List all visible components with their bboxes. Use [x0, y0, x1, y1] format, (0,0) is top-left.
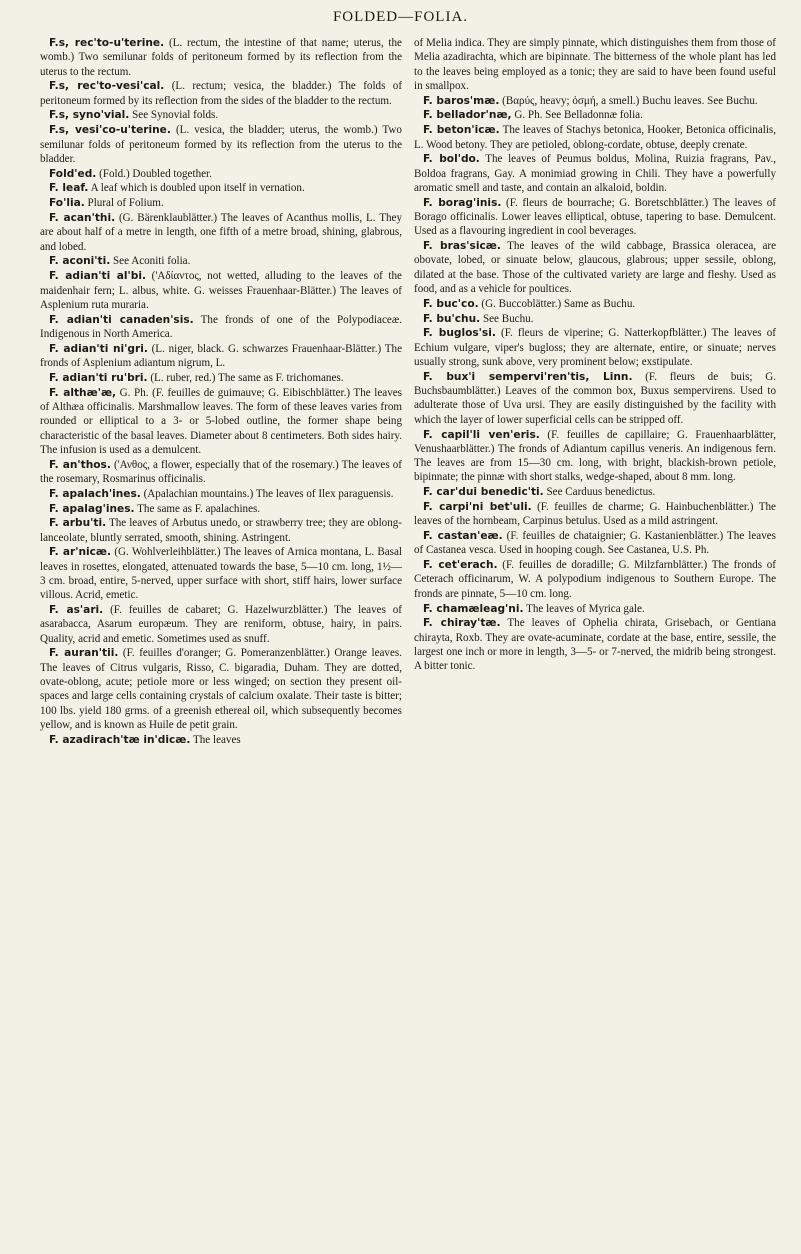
entry-definition: The leaves	[192, 733, 241, 746]
dictionary-entry	[40, 211, 402, 254]
entry-definition: of Melia indica. They are simply pinnate, which distinguishes them from those of Melia azadirachta, which are bipinnate. The bitterness of the whole plant has led to the leaves being employed as a tonic; they are said to have been found useful in smallpox.	[414, 37, 776, 92]
dictionary-entry	[40, 342, 402, 371]
entry-headword: F. buc'co.	[423, 297, 479, 310]
entry-headword: F. buglos'si.	[423, 327, 496, 340]
entry-headword: F. ar'nicæ.	[49, 546, 112, 559]
entry-definition: The leaves of the wild cabbage, Brassica oleracea, are obovate, lobed, or sinuate below, glaucous, glabrous; upper sessile, oblong, dilated at the base. Those of the cultivated variety are large and fleshy. Used as food, and as a vehicle for poultices.	[414, 240, 776, 296]
dictionary-entry	[40, 386, 402, 457]
entry-headword: F.s, rec'to-u'terine.	[49, 37, 165, 49]
dictionary-entry	[414, 94, 776, 108]
dictionary-entry	[40, 123, 402, 166]
entry-headword: F. adian'ti ni'gri.	[49, 342, 148, 355]
dictionary-entry	[40, 516, 402, 545]
entry-definition: (L. niger, black. G. schwarzes Frauenhaar-Blätter.) The fronds of Asplenium adiantum nigrum, L.	[40, 342, 402, 370]
dictionary-entry	[40, 181, 402, 195]
entry-headword: F. baros'mæ.	[423, 94, 500, 107]
dictionary-entry	[414, 312, 776, 326]
entry-definition: (L. vesica, the bladder; uterus, the womb.) Two semilunar folds of peritoneum formed by its reflection from the uterus to the bladder.	[40, 124, 402, 165]
entry-headword: F. adian'ti canaden'sis.	[49, 313, 194, 326]
running-header: FOLDED—FOLIA.	[332, 9, 469, 25]
dictionary-entry	[414, 529, 776, 558]
entry-definition: (F. fleurs de bourrache; G. Boretschblätter.) The leaves of Borago officinalis. Lower leaves elliptical, obtuse, tapering to base. Demulcent. Used as a flavouring ingredient in cool beverages.	[414, 196, 776, 238]
dictionary-entry	[414, 123, 776, 152]
dictionary-entry	[414, 428, 776, 485]
dictionary-entry	[414, 558, 776, 601]
entry-definition: The leaves of Arbutus unedo, or strawberry tree; they are oblong-lanceolate, bluntly serrated, smooth, shining. Astringent.	[40, 517, 402, 544]
entry-definition: (L. rectum; vesica, the bladder.) The folds of peritoneum formed by its reflection from the sides of the bladder to the rectum.	[40, 80, 402, 107]
entry-definition: (F. feuilles de capillaire; G. Frauenhaarblätter, Venushaarblätter.) The fronds of Adiantum capillus veneris. An indigenous fern. The leaves are from 15—30 cm. long, with bright, blackish-brown petiole, bipinnate; the pinnæ with short stalks, wedge-shaped, about 8 mm. long.	[414, 428, 776, 484]
dictionary-entry	[40, 108, 402, 122]
entry-definition: (G. Buccoblätter.) Same as Buchu.	[481, 297, 636, 310]
entry-headword: F.s, syno'vial.	[49, 109, 130, 122]
entry-headword: F. chiray'tæ.	[423, 617, 501, 630]
entry-headword: F. leaf.	[49, 182, 89, 195]
dictionary-entry	[40, 646, 402, 732]
entry-headword: F. adian'ti ru'bri.	[49, 371, 148, 384]
entry-headword: F. althæ'æ,	[49, 386, 117, 399]
entry-definition: (F. feuilles de charme; G. Hainbuchenblätter.) The leaves of the hornbeam, Carpinus betulus. Used as a mild astringent.	[414, 501, 776, 528]
entry-headword: F. an'thos.	[49, 458, 111, 471]
dictionary-entry	[40, 36, 402, 79]
dictionary-entry	[414, 36, 776, 93]
entry-definition: The fronds of one of the Polypodiaceæ. Indigenous in North America.	[40, 313, 402, 340]
entry-headword: F. azadirach'tæ in'dicæ.	[49, 733, 191, 746]
left-column	[40, 36, 402, 1244]
entry-headword: F. bu'chu.	[423, 312, 481, 325]
dictionary-entry	[414, 616, 776, 673]
dictionary-entry	[40, 269, 402, 312]
dictionary-entry	[40, 196, 402, 210]
dictionary-entry	[40, 371, 402, 385]
entry-headword: F. acan'thi.	[49, 212, 116, 225]
entry-definition: (Βαρύς, heavy; ὀσμή, a smell.) Buchu leaves. See Buchu.	[502, 94, 758, 107]
entry-headword: F. capil'li ven'eris.	[423, 428, 540, 441]
dictionary-entry	[40, 458, 402, 487]
dictionary-entry	[414, 196, 776, 239]
entry-definition: (L. ruber, red.) The same as F. trichomanes.	[150, 371, 344, 384]
dictionary-entry	[414, 239, 776, 296]
entry-definition: The leaves of Stachys betonica, Hooker, Betonica officinalis, L. Wood betony. They are petioled, oblong-cordate, obtuse, deeply crenate.	[414, 124, 776, 151]
entry-headword: F. bras'sicæ.	[423, 240, 501, 253]
dictionary-entry	[40, 79, 402, 108]
dictionary-entry	[414, 485, 776, 499]
dictionary-entry	[40, 254, 402, 268]
entry-headword: F. carpi'ni bet'uli.	[423, 501, 532, 513]
dictionary-entry	[414, 152, 776, 195]
entry-definition: The same as F. apalachines.	[137, 502, 261, 515]
entry-definition: (G. Bärenklaublätter.) The leaves of Acanthus mollis, L. They are about half of a metre in length, one fifth of a metre broad, shining, glabrous, and lobed.	[40, 212, 402, 253]
dictionary-entry	[40, 313, 402, 342]
entry-definition: (F. fleurs de viperine; G. Natterkopfblätter.) The leaves of Echium vulgare, viper's bugloss; they are alternate, entire, or sinuate; nerves usually strong, sunk above, very prominent below; exstipulate.	[414, 327, 776, 369]
dictionary-entry	[40, 603, 402, 646]
entry-definition: (L. rectum, the intestine of that name; uterus, the womb.) Two semilunar folds of peritoneum formed by its reflection from the uterus to the rectum.	[40, 37, 402, 78]
entry-definition: (F. feuilles de chataignier; G. Kastanienblätter.) The leaves of Castanea vesca. Used in hooping cough. See Castanea, U.S. Ph.	[414, 530, 776, 557]
dictionary-entry	[414, 370, 776, 427]
dictionary-entry	[414, 326, 776, 369]
dictionary-entry	[414, 108, 776, 122]
entry-headword: F. beton'icæ.	[423, 124, 500, 137]
entry-definition: (F. feuilles de cabaret; G. Hazelwurzblätter.) The leaves of asarabacca, Asarum europæum. They are reniform, obtuse, hairy, in pairs. Quality, acrid and emetic. Sometimes used as snuff.	[40, 604, 402, 645]
entry-headword: F. castan'eæ.	[423, 530, 503, 543]
entry-headword: F. apalag'ines.	[49, 502, 135, 515]
dictionary-entry	[40, 167, 402, 181]
entry-definition: (G. Wohlverleihblätter.) The leaves of Arnica montana, L. Basal leaves in rosettes, elongated, attenuated towards the base, 5—10 cm. long, 1½—3 cm. broad, entire, 5-nerved, upper surface with short, stiff hairs, lower surface villous. Acrid, emetic.	[40, 546, 402, 602]
entry-headword: F. as'ari.	[49, 604, 104, 617]
entry-definition: The leaves of Ophelia chirata, Grisebach, or Gentiana chirayta, Roxb. They are ovate-acuminate, cordate at the base, entire, sessile, the largest one inch or more in length, 3—5- or 7-nerved, the midrib being strongest. A bitter tonic.	[414, 617, 776, 673]
entry-definition: (F. fleurs de buis; G. Buchsbaumblätter.) Leaves of the common box, Buxus sempervirens. Used to adulterate those of Uva ursi. They are easily distinguished by the facility with which the layer of lower superficial cells can be stripped off.	[414, 370, 776, 426]
entry-headword: F. chamæleag'ni.	[423, 602, 524, 615]
dictionary-entry	[414, 500, 776, 529]
entry-definition: See Synovial folds.	[132, 109, 219, 122]
entry-headword: F. adian'ti al'bi.	[49, 270, 147, 283]
entry-definition: Plural of Folium.	[87, 197, 164, 210]
entry-headword: F. borag'inis.	[423, 196, 502, 209]
entry-definition: G. Ph. See Belladonnæ folia.	[514, 109, 643, 122]
entry-definition: The leaves of Peumus boldus, Molina, Ruizia fragrans, Pav., Boldoa fragrans, Gay. A monimiad growing in Chili. They have a powerfully aromatic smell and taste, and contain an alkaloid, boldin.	[414, 153, 776, 194]
dictionary-entry	[414, 602, 776, 616]
dictionary-entry	[40, 502, 402, 516]
entry-definition: (F. feuilles de doradille; G. Milzfarnblätter.) The fronds of Ceterach officinarum, W. A polypodium indigenous to Southern Europe. The fronds are pinnate, 5—10 cm. long.	[414, 559, 776, 600]
dictionary-entry	[40, 545, 402, 602]
entry-definition: A leaf which is doubled upon itself in vernation.	[90, 182, 305, 195]
dictionary-entry	[414, 297, 776, 311]
entry-definition: See Carduus benedictus.	[546, 486, 656, 499]
entry-headword: F. bellador'næ,	[423, 109, 512, 122]
entry-definition: See Buchu.	[482, 312, 534, 325]
entry-headword: F. arbu'ti.	[49, 517, 107, 530]
entry-headword: Fo'lia.	[49, 197, 85, 210]
right-column	[414, 36, 776, 1244]
entry-headword: F.s, rec'to-vesi'cal.	[49, 80, 165, 93]
dictionary-entry	[40, 487, 402, 501]
entry-headword: F. bux'i sempervi'ren'tis, Linn.	[423, 370, 633, 383]
entry-definition: ('Ανθος, a flower, especially that of the rosemary.) The leaves of the rosemary, Rosmarinus officinalis.	[40, 458, 402, 485]
entry-headword: F. bol'do.	[423, 153, 480, 166]
entry-headword: F. aconi'ti.	[49, 255, 111, 268]
entry-headword: F. cet'erach.	[423, 559, 498, 572]
entry-headword: F. apalach'ines.	[49, 487, 141, 500]
entry-definition: ('Αδίαντος, not wetted, alluding to the leaves of the maidenhair fern; L. albus, white. G. weisses Frauenhaar-Blätter.) The leaves of Asplenium ruta muraria.	[40, 270, 402, 311]
entry-headword: Fold'ed.	[49, 167, 97, 180]
entry-headword: F.s, vesi'co-u'terine.	[49, 124, 171, 137]
entry-definition: G. Ph. (F. feuilles de guimauve; G. Eibischblätter.) The leaves of Althæa officinalis. Marshmallow leaves. The form of these leaves varies from rounded or elliptical to a 3- or 5-lobed outline, the former shape being characteristic of the basal leaves. Diameter about 8 centimeters. Both sides hairy. The infusion is used as a demulcent.	[40, 386, 402, 456]
entry-definition: (Apalachian mountains.) The leaves of Ilex paraguensis.	[143, 487, 394, 500]
entry-headword: F. car'dui benedic'ti.	[423, 486, 544, 499]
entry-definition: (F. feuilles d'oranger; G. Pomeranzenblätter.) Orange leaves. The leaves of Citrus vulgaris, Risso, C. bigaradia, Duham. They are dotted, ovate-oblong, acute; petiole more or less winged; on section they present oil-spaces and large cells containing crystals of calcium oxalate. Their taste is bitter; 100 lbs. yield 180 grms. of a greenish ethereal oil, which subsequently becomes yellow, and is known as Huile de petit grain.	[40, 647, 402, 731]
dictionary-entry	[40, 733, 402, 747]
entry-definition: The leaves of Myrica gale.	[526, 602, 645, 615]
entry-definition: (Fold.) Doubled together.	[99, 167, 212, 180]
entry-definition: See Aconiti folia.	[113, 255, 191, 268]
entry-headword: F. auran'tii.	[49, 647, 119, 660]
